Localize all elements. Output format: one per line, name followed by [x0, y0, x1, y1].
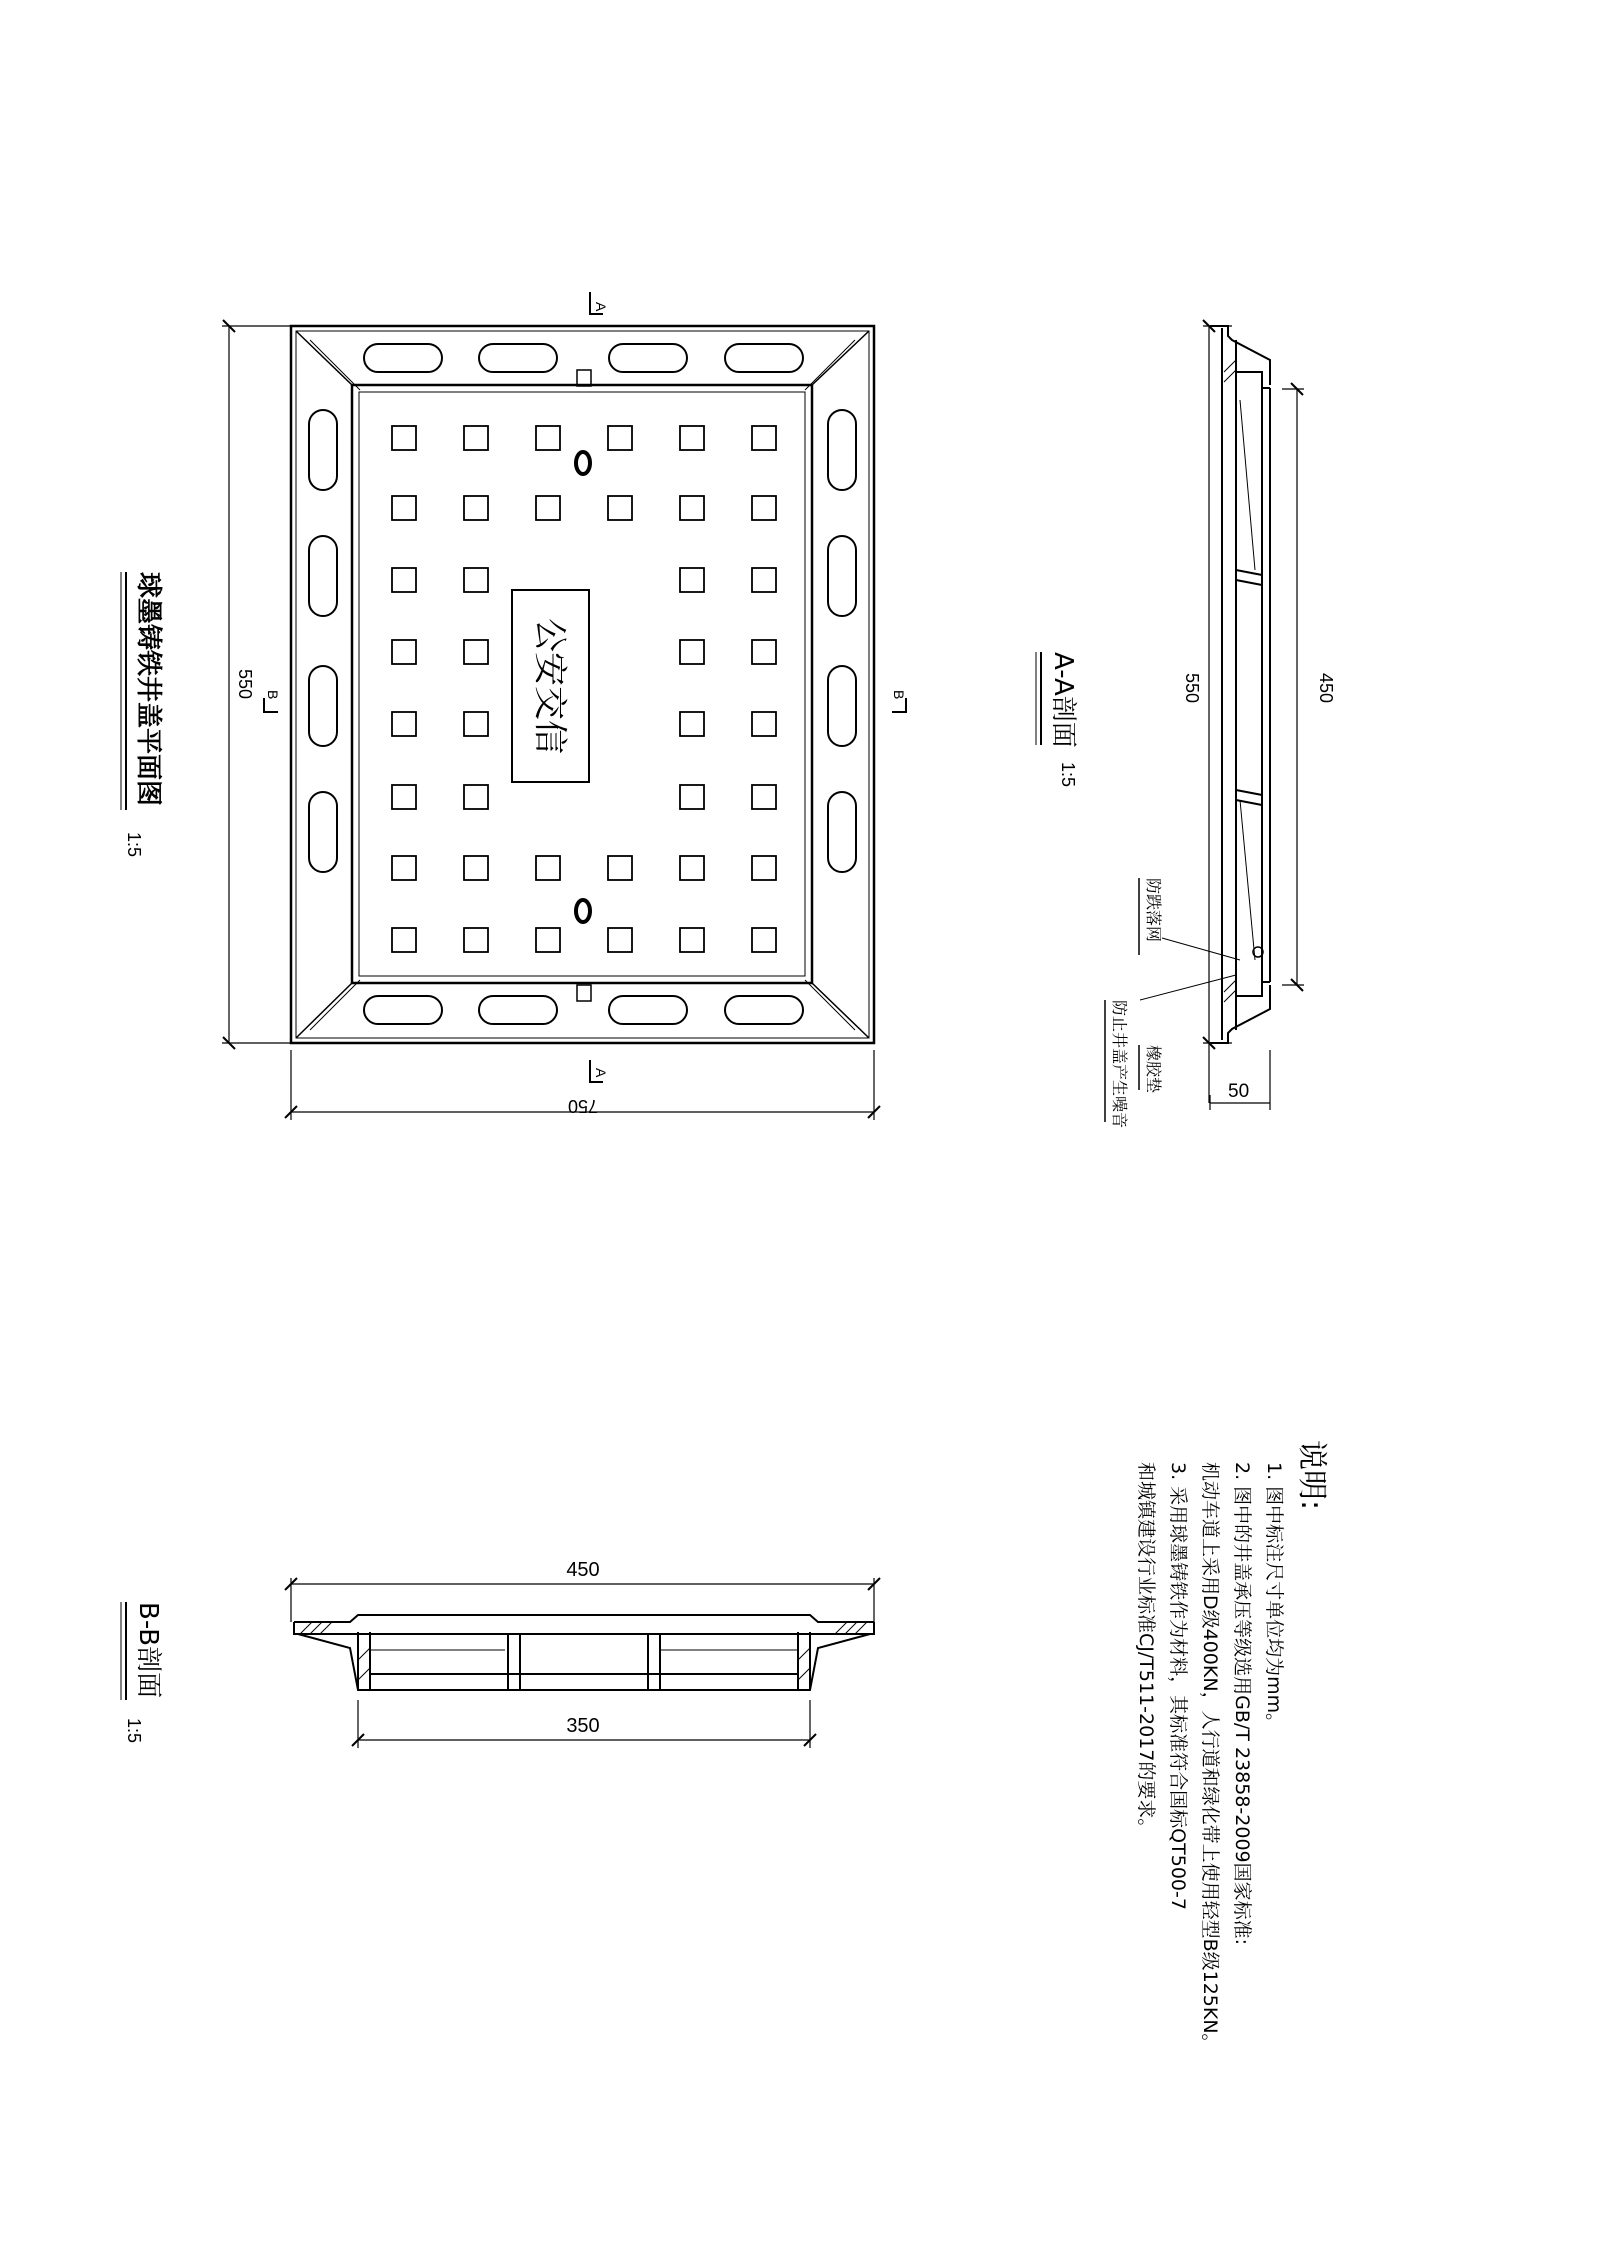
cover-hole [608, 426, 632, 450]
aa-label-lift: 防止井盖产生噪音 [1110, 1000, 1129, 1129]
cover-hole [464, 568, 488, 592]
cover-hole [752, 712, 776, 736]
cover-hole [536, 496, 560, 520]
frame-slot [609, 996, 687, 1024]
frame-slot [309, 666, 337, 746]
cover-hole [392, 568, 416, 592]
notes-line-1: 1. 图中标注尺寸单位均为mm。 [1263, 1462, 1285, 1733]
cover-hole [536, 928, 560, 952]
notes-line-3: 机动车道上采用D级400KN，人行道和绿化带上使用轻型B级125KN。 [1199, 1462, 1221, 2053]
lift-hole-top [576, 452, 590, 474]
hinge-mark-bottom [577, 985, 591, 1001]
cover-hole [536, 856, 560, 880]
plan-scale: 1:5 [124, 832, 144, 858]
cover-hole [464, 856, 488, 880]
notes-line-5: 和城镇建设行业标准CJ/T511-2017的要求。 [1135, 1462, 1157, 1838]
cover-hole [752, 568, 776, 592]
cover-hole [464, 496, 488, 520]
aa-hatch [1224, 360, 1236, 1002]
cover-hole [392, 426, 416, 450]
cover-hole [392, 928, 416, 952]
cover-hole [392, 712, 416, 736]
frame-slot [309, 792, 337, 872]
cover-hole [392, 640, 416, 664]
frame-slot [828, 536, 856, 616]
cover-hole [680, 496, 704, 520]
frame-slot [364, 996, 442, 1024]
cover-hole [680, 785, 704, 809]
cover-hole [392, 496, 416, 520]
bevel-bl [296, 983, 352, 1038]
cover-hole [608, 856, 632, 880]
cover-hole [464, 785, 488, 809]
aa-dim-inner: 450 [1316, 672, 1336, 704]
aa-dim-flange: 50 [1228, 1081, 1250, 1102]
frame-slot [828, 666, 856, 746]
notes-block [1135, 1440, 1329, 2053]
frame-slot [725, 344, 803, 372]
bb-title: B-B剖面 [133, 1602, 163, 1699]
frame-slot [364, 344, 442, 372]
notes-line-2: 2. 图中的井盖承压等级选用GB/T 23858-2009国家标准: [1231, 1462, 1253, 1946]
cover-hole [680, 712, 704, 736]
cover-hole [464, 426, 488, 450]
cover-hole [464, 928, 488, 952]
bb-hatch [300, 1622, 867, 1680]
cover-hole [752, 928, 776, 952]
section-a-bottom: A [593, 1068, 609, 1078]
cover-hole [680, 928, 704, 952]
cover-hole [680, 568, 704, 592]
bb-scale: 1:5 [124, 1718, 144, 1744]
frame-slot [828, 792, 856, 872]
frame-slot [479, 344, 557, 372]
cover-hole [752, 496, 776, 520]
cover-hole [752, 856, 776, 880]
section-b-right: B [891, 690, 907, 700]
aa-dim-outer: 550 [1182, 672, 1202, 704]
emblem-text: 公安交信 [529, 618, 570, 754]
cover-hole [392, 785, 416, 809]
aa-label-antitheft: 防跌落网 [1144, 878, 1163, 943]
cover-hole [464, 712, 488, 736]
plan-dim-width: 750 [567, 1096, 599, 1116]
cover-hole [392, 856, 416, 880]
cover-hole [608, 928, 632, 952]
cover-hole [752, 640, 776, 664]
lift-hole-bottom [576, 900, 590, 922]
cover-hole [752, 785, 776, 809]
aa-label-gasket: 橡胶垫 [1144, 1045, 1163, 1094]
aa-title: A-A剖面 [1048, 652, 1078, 748]
notes-line-4: 3. 采用球墨铸铁作为材料，其标准符合国标QT500-7 [1167, 1462, 1189, 1910]
plan-dim-height: 550 [235, 668, 255, 700]
bevel-br [812, 983, 869, 1038]
cover-hole [536, 426, 560, 450]
bb-dim-bottom: 350 [566, 1715, 600, 1737]
cover-hole [680, 856, 704, 880]
frame-slot [309, 410, 337, 490]
bevel-tl [296, 331, 352, 385]
frame-slot [309, 536, 337, 616]
frame-slot [479, 996, 557, 1024]
plan-title: 球墨铸铁井盖平面图 [133, 572, 163, 807]
section-b-left: B [265, 690, 281, 700]
cover-hole [680, 640, 704, 664]
hinge-mark-top [577, 370, 591, 386]
section-aa-drawing [1140, 320, 1304, 1110]
cover-hole [680, 426, 704, 450]
cover-hole [608, 496, 632, 520]
cover-hole [752, 426, 776, 450]
frame-slot [609, 344, 687, 372]
bevel-tr [812, 331, 869, 385]
frame-slot [725, 996, 803, 1024]
notes-heading: 说明: [1294, 1440, 1329, 1511]
section-a-top: A [593, 302, 609, 312]
bb-dim-top: 450 [566, 1559, 600, 1581]
aa-scale: 1:5 [1058, 762, 1078, 788]
frame-slot [828, 410, 856, 490]
cover-hole [464, 640, 488, 664]
